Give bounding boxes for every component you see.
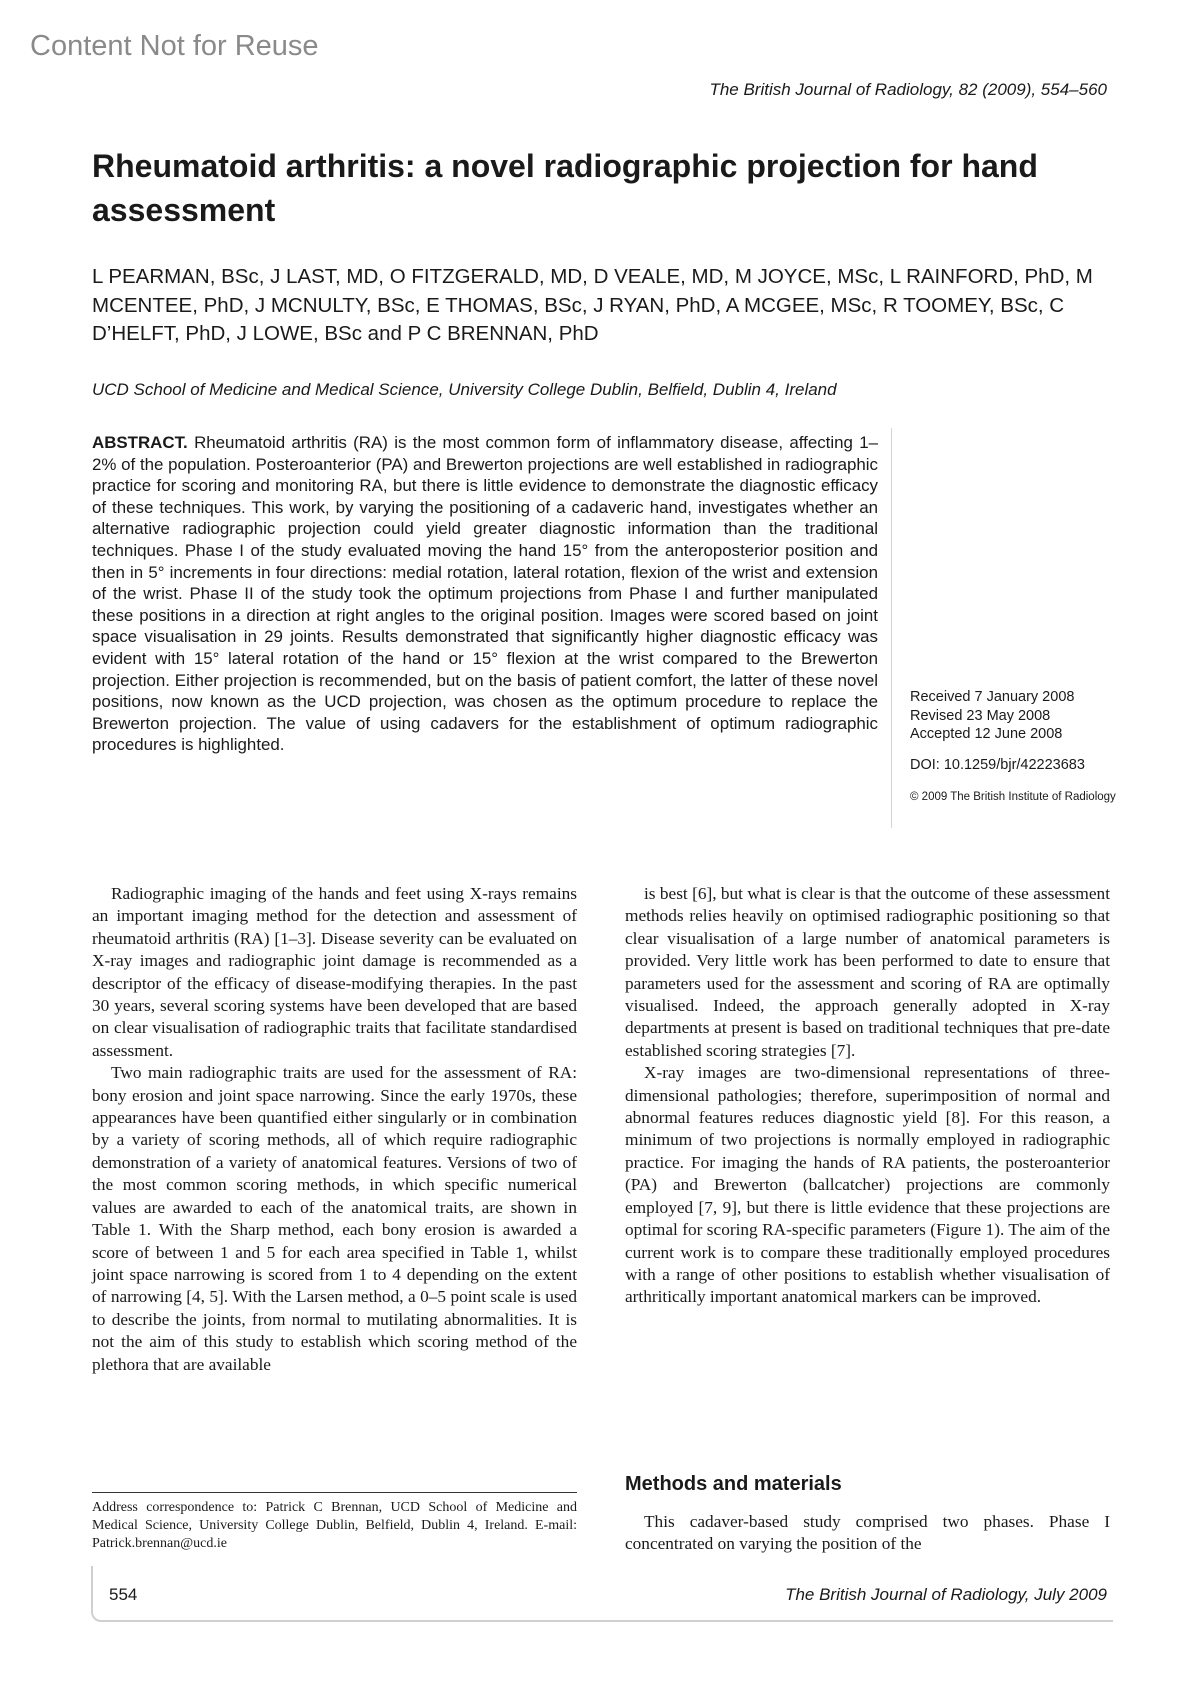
paragraph: is best [6], but what is clear is that the outcome of these assessment methods relies heavily on optimised radiographic positioning so that clear visualisation of a large number of anatomical parameters is provided. Very little work has been performed to date to ensure that parameters used for the assessment and scoring of RA are optimally visualised. Indeed, the approach generally adopted in X-ray departments at present is based on traditional techniques that pre-date established scoring strategies [7]. xyxy=(625,884,1110,1060)
watermark: Content Not for Reuse xyxy=(30,30,319,62)
correspondence-footnote: Address correspondence to: Patrick C Brennan, UCD School of Medicine and Medical Science, University College Dublin, Belfield, Dublin 4, Ireland. E-mail: Patrick.brennan@ucd.ie xyxy=(92,1500,577,1551)
body-column-left xyxy=(92,883,577,1376)
page-number: 554 xyxy=(109,1585,138,1604)
author-list: L PEARMAN, BSc, J LAST, MD, O FITZGERALD, MD, D VEALE, MD, M JOYCE, MSc, L RAINFORD, PhD, M MCENTEE, PhD, J MCNULTY, BSc, E THOMAS, BSc, J RYAN, PhD, A MCGEE, MSc, R TOOMEY, BSc, C D’HELFT, PhD, J LOWE, BSc and P C BRENNAN, PhD xyxy=(92,265,1093,345)
abstract-label: ABSTRACT. xyxy=(92,433,188,452)
article-title: Rheumatoid arthritis: a novel radiographic projection for hand assessment xyxy=(92,148,1038,228)
accepted-date: Accepted 12 June 2008 xyxy=(910,726,1063,743)
abstract xyxy=(92,432,878,756)
footer-journal: The British Journal of Radiology, July 2009 xyxy=(785,1585,1107,1604)
paragraph: X-ray images are two-dimensional representations of three-dimensional pathologies; therefore, superimposition of normal and abnormal features reduces diagnostic yield [8]. For this reason, a minimum of two projections is normally employed in radiographic practice. For imaging the hands of RA patients, the posteroanterior (PA) and Brewerton (ballcatcher) projections are commonly employed [7, 9], but there is little evidence that these projections are optimal for scoring RA-specific parameters (Figure 1). The aim of the current work is to compare these traditionally employed procedures with a range of other positions to establish whether visualisation of arthritically important anatomical markers can be improved. xyxy=(625,1063,1110,1307)
abstract-text: Rheumatoid arthritis (RA) is the most common form of inflammatory disease, affecting 1–2% of the population. Posteroanterior (PA) and Brewerton projections are well established in radiographic practice for scoring and monitoring RA, but there is little evidence to demonstrate the diagnostic efficacy of these techniques. This work, by varying the positioning of a cadaveric hand, investigates whether an alternative radiographic projection could yield greater diagnostic information than the traditional techniques. Phase I of the study evaluated moving the hand 15° from the anteroposterior position and then in 5° increments in four directions: medial rotation, lateral rotation, flexion of the wrist and extension of the wrist. Phase II of the study took the optimum projections from Phase I and further manipulated these positions in a direction at right angles to the original position. Images were scored based on joint space visualisation in 29 joints. Results demonstrated that significantly higher diagnostic efficacy was evident with 15° lateral rotation of the hand or 15° flexion at the wrist compared to the Brewerton projection. Either projection is recommended, but on the basis of patient comfort, the latter of these novel positions, now known as the UCD projection, was chosen as the optimum procedure to replace the Brewerton projection. The value of using cadavers for the establishment of optimum radiographic procedures is highlighted. xyxy=(92,433,879,755)
footnote-divider xyxy=(92,1492,577,1493)
paragraph: This cadaver-based study comprised two phases. Phase I concentrated on varying the position of the xyxy=(625,1512,1110,1554)
abstract-divider xyxy=(891,428,892,828)
affiliation: UCD School of Medicine and Medical Science, University College Dublin, Belfield, Dublin 4, Ireland xyxy=(92,380,837,399)
received-date: Received 7 January 2008 xyxy=(910,689,1075,705)
paragraph: Two main radiographic traits are used for the assessment of RA: bony erosion and joint space narrowing. Since the early 1970s, these appearances have been quantified either singularly or in combination by a variety of scoring methods, all of which require radiographic demonstration of a variety of anatomical features. Versions of two of the most common scoring methods, in which specific numerical values are awarded to each of the anatomical traits, are shown in Table 1. With the Sharp method, each bony erosion is awarded a score of between 1 and 5 for each area specified in Table 1, whilst joint space narrowing is scored from 1 to 4 depending on the extent of narrowing [4, 5]. With the Larsen method, a 0–5 point scale is used to describe the joints, from normal to mutilating abnormalities. It is not the aim of this study to establish which scoring method of the plethora that are available xyxy=(92,1063,577,1374)
body-column-right xyxy=(625,883,1110,1309)
paragraph: Radiographic imaging of the hands and feet using X-rays remains an important imaging method for the detection and assessment of rheumatoid arthritis (RA) [1–3]. Disease severity can be evaluated on X-ray images and radiographic joint damage is recommended as a descriptor of the efficacy of disease-modifying therapies. In the past 30 years, several scoring systems have been developed that are based on clear visualisation of radiographic traits that facilitate standardised assessment. xyxy=(92,884,577,1060)
doi: DOI: 10.1259/bjr/42223683 xyxy=(910,756,1085,773)
copyright: © 2009 The British Institute of Radiology xyxy=(910,791,1116,804)
article-history xyxy=(910,688,1130,806)
section-heading: Methods and materials xyxy=(625,1473,842,1495)
running-head: The British Journal of Radiology, 82 (2009), 554–560 xyxy=(709,80,1107,99)
revised-date: Revised 23 May 2008 xyxy=(910,707,1051,724)
